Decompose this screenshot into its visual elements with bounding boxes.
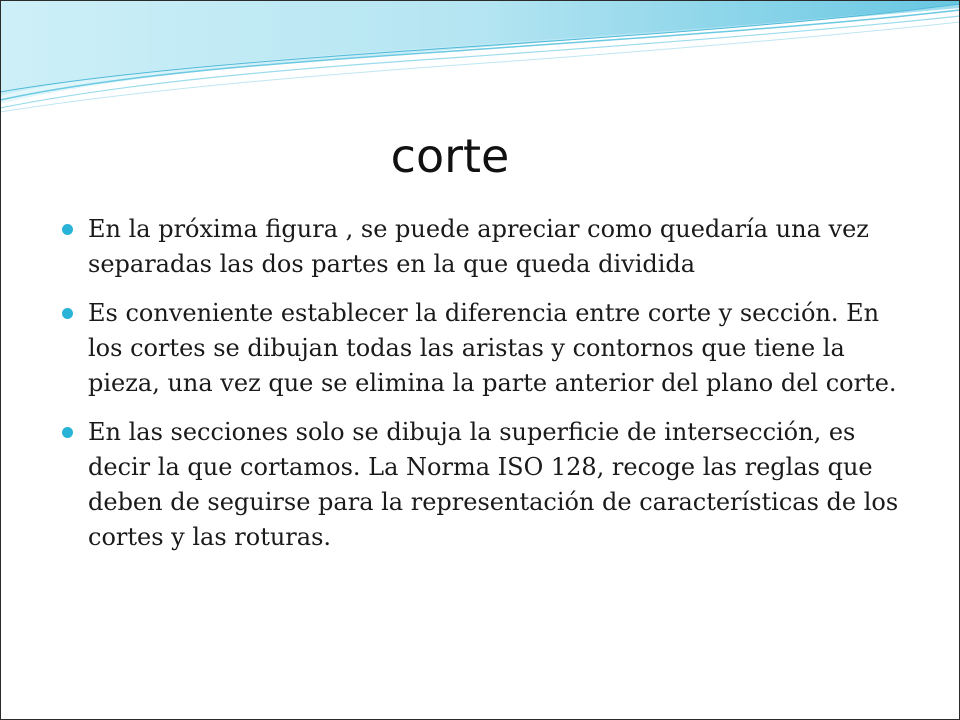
- list-item: [62, 415, 920, 555]
- list-item: [62, 296, 920, 401]
- bullet-list: [62, 212, 920, 569]
- list-item: [62, 212, 920, 282]
- bullet-text: En la próxima figura , se puede apreciar como quedaría una vez separadas las dos partes en la que queda dividida: [88, 215, 869, 278]
- bullet-text: Es conveniente establecer la diferencia entre corte y sección. En los cortes se dibujan todas las aristas y contornos que tiene la pieza, una vez que se elimina la parte anterior del plano del corte.: [88, 299, 897, 397]
- bullet-icon: [62, 224, 73, 235]
- bullet-icon: [62, 308, 73, 319]
- decorative-wave-header: [0, 0, 960, 120]
- bullet-icon: [62, 427, 73, 438]
- bullet-text: En las secciones solo se dibuja la superficie de intersección, es decir la que cortamos. La Norma ISO 128, recoge las reglas que deben de seguirse para la representación de características de los cortes y las roturas.: [88, 418, 899, 551]
- slide-title: corte: [390, 129, 510, 183]
